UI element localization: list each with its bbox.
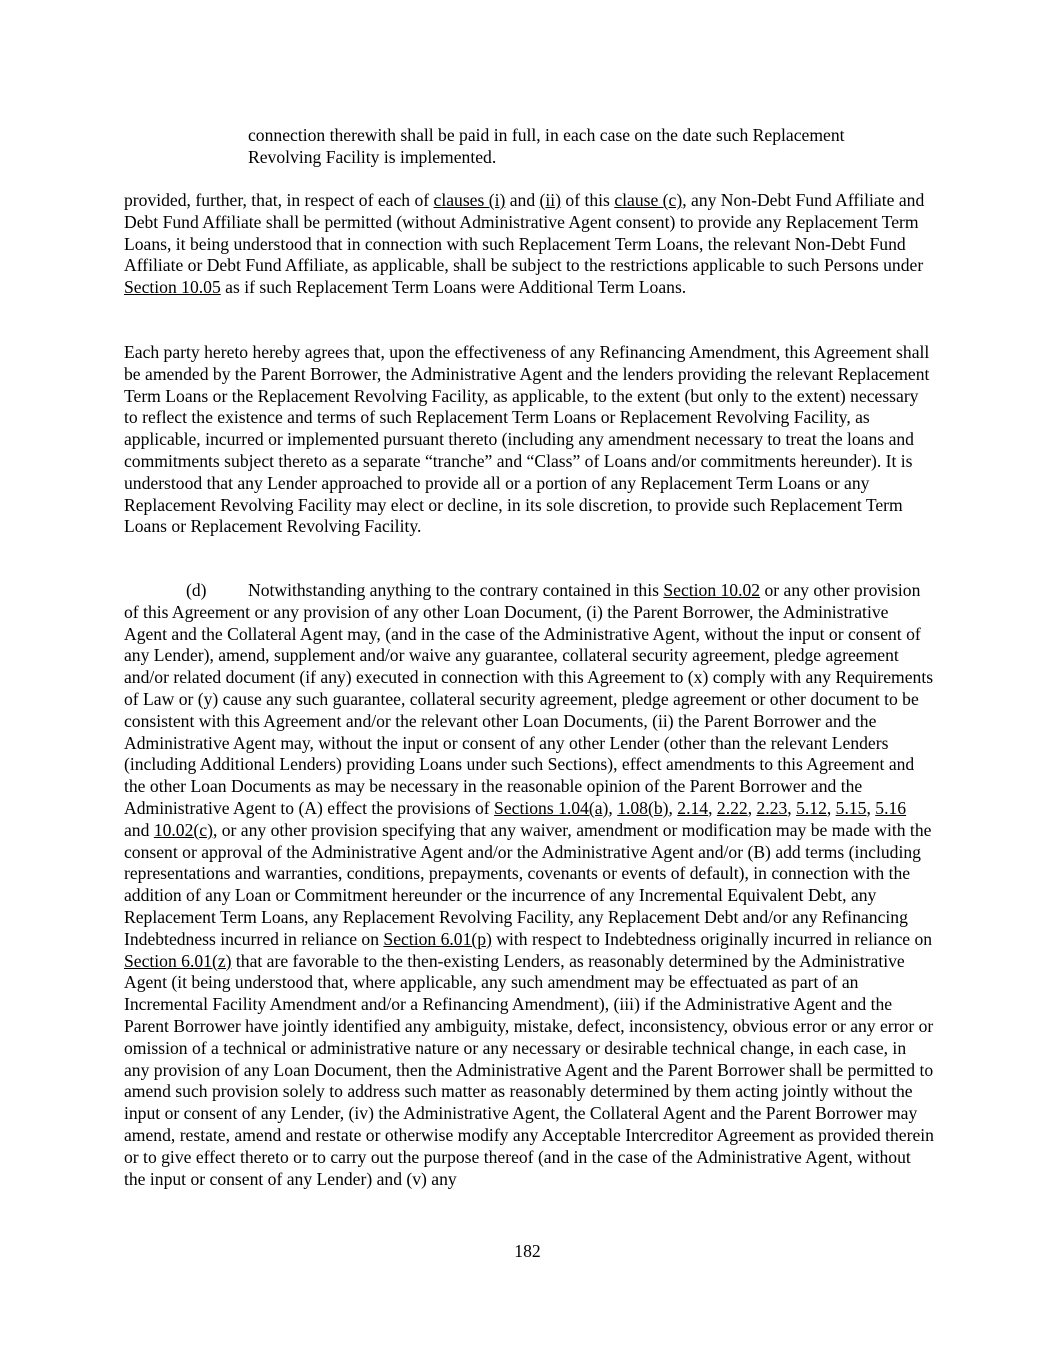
continuation-paragraph: [248, 125, 934, 169]
cross-reference-5-15: 5.15: [835, 797, 867, 818]
separator: ,: [668, 797, 678, 818]
separator: ,: [826, 797, 836, 818]
cross-reference-clauses-i: clauses (i): [433, 190, 506, 210]
text-run: Each party hereto hereby agrees that, upon the effectiveness of any Refinancing Amendment, this Agreement shall be amended by the Parent Borrower, the Administrative Agent and the lenders providing the relevant Replacement Term Loans or the Replacement Revolving Facility, as applicable, to the extent (but only to the extent) necessary to reflect the existence and terms of such Replacement Term Loans or Replacement Revolving Facility, as applicable, incurred or implemented pursuant thereto (including any amendment necessary to treat the loans and commitments subject thereto as a separate “tranche” and “Class” of Loans and/or commitments hereunder). It is understood that any Lender approached to provide all or a portion of any Replacement Term Loans or any Replacement Revolving Facility may elect or decline, in its sole discretion, to provide such Replacement Term Loans or Replacement Revolving Facility.: [124, 342, 930, 537]
separator: ,: [708, 797, 717, 818]
text-run: or any other provision of this Agreement or any provision of any other Loan Document, (i) the Parent Borrower, the Administrative Agent and the Collateral Agent may, (and in the case of the Administrative Agent, without the input or consent of any Lender), amend, supplement and/or waive any guarantee, collateral security agreement, pledge agreement and/or related document (if any) executed in connection with this Agreement to (x) comply with any Requirements of Law or (y) cause any such guarantee, collateral security agreement, pledge agreement or other document to be consistent with this Agreement and/or the relevant other Loan Documents, (ii) the Parent Borrower and the Administrative Agent may, without the input or consent of any other Lender (other than the relevant Lenders (including Additional Lenders) providing Loans under such Sections), effect amendments to this Agreement and the other Loan Documents as may be necessary in the reasonable opinion of the Parent Borrower and the Administrative Agent to (A) effect the provisions of: [124, 580, 934, 818]
text-run: that are favorable to the then-existing Lenders, as reasonably determined by the Administrative Agent (it being understood that, where applicable, any such amendment may be effectuated as part of an Incremental Facility Amendment and/or a Refinancing Amendment), (iii) if the Administrative Agent and the Parent Borrower have jointly identified any ambiguity, mistake, defect, inconsistency, obvious error or any error or omission of a technical or administrative nature or any necessary or desirable technical change, in each case, in any provision of any Loan Document, then the Administrative Agent and the Parent Borrower shall be permitted to amend such provision solely to address such matter as reasonably determined by them acting jointly without the input or consent of any Lender, (iv) the Administrative Agent, the Collateral Agent and the Parent Borrower may amend, restate, amend and restate or otherwise modify any Acceptable Intercreditor Agreement as provided therein or to give effect thereto or to carry out the purpose thereof (and in the case of the Administrative Agent, without the input or consent of any Lender) and (v) any: [124, 950, 934, 1189]
text-run: and: [505, 190, 540, 210]
provided-further-paragraph: [124, 190, 934, 299]
cross-reference-section-6-01z: Section 6.01(z): [124, 950, 232, 971]
page-number: 182: [514, 1241, 541, 1261]
cross-reference-2-14: 2.14: [677, 797, 709, 818]
cross-reference-5-12: 5.12: [796, 797, 827, 818]
separator: ,: [747, 797, 757, 818]
clause-d-paragraph: [124, 580, 934, 1190]
text-run: of this: [561, 190, 615, 210]
text-run: provided, further, that, in respect of each of: [124, 190, 434, 210]
separator: ,: [866, 797, 876, 818]
clause-label: (d): [186, 580, 207, 600]
cross-reference-section-10-05: Section 10.05: [124, 277, 221, 298]
text-run: with respect to Indebtedness originally incurred in reliance on: [491, 928, 933, 949]
cross-reference-2-23: 2.23: [756, 797, 788, 818]
continuation-line-1: connection therewith shall be paid in full, in each case on the date such Replacement: [248, 125, 845, 145]
continuation-line-2: Revolving Facility is implemented.: [248, 146, 497, 167]
cross-reference-1-08b: 1.08(b): [617, 797, 669, 818]
text-run: Notwithstanding anything to the contrary contained in this: [248, 580, 664, 600]
separator: ,: [608, 797, 618, 818]
cross-reference-section-6-01p: Section 6.01(p): [383, 928, 492, 949]
each-party-paragraph: [124, 342, 934, 538]
cross-reference-clause-c: clause (c): [614, 190, 683, 210]
text-run: as if such Replacement Term Loans were Additional Term Loans.: [220, 277, 687, 298]
separator: and: [124, 819, 154, 840]
cross-reference-section-10-02: Section 10.02: [663, 580, 761, 600]
separator: ,: [787, 797, 797, 818]
cross-reference-5-16: 5.16: [875, 797, 907, 818]
cross-reference-10-02c: 10.02(c): [153, 819, 213, 840]
text-run: , any Non-Debt Fund Affiliate and Debt Fund Affiliate shall be permitted (without Administrative Agent consent) to provide any Replacement Term Loans, it being understood that in connection with such Replacement Term Loans, the relevant Non-Debt Fund Affiliate or Debt Fund Affiliate, as applicable, shall be subject to the restrictions applicable to such Persons under: [124, 190, 925, 276]
cross-reference-ii: (ii): [539, 190, 562, 210]
cross-reference-2-22: 2.22: [716, 797, 748, 818]
text-run: , or any other provision specifying that any waiver, amendment or modification may be made with the consent or approval of the Administrative Agent and/or the Administrative Agent and/or (B) add terms (including representations and warranties, conditions, prepayments, covenants or events of default), in connection with the addition of any Loan or Commitment hereunder or the incurrence of any Incremental Equivalent Debt, any Replacement Term Loans, any Replacement Revolving Facility, any Replacement Debt and/or any Refinancing Indebtedness incurred in reliance on: [124, 819, 932, 949]
cross-reference-section-1-04a: Sections 1.04(a): [494, 797, 609, 818]
